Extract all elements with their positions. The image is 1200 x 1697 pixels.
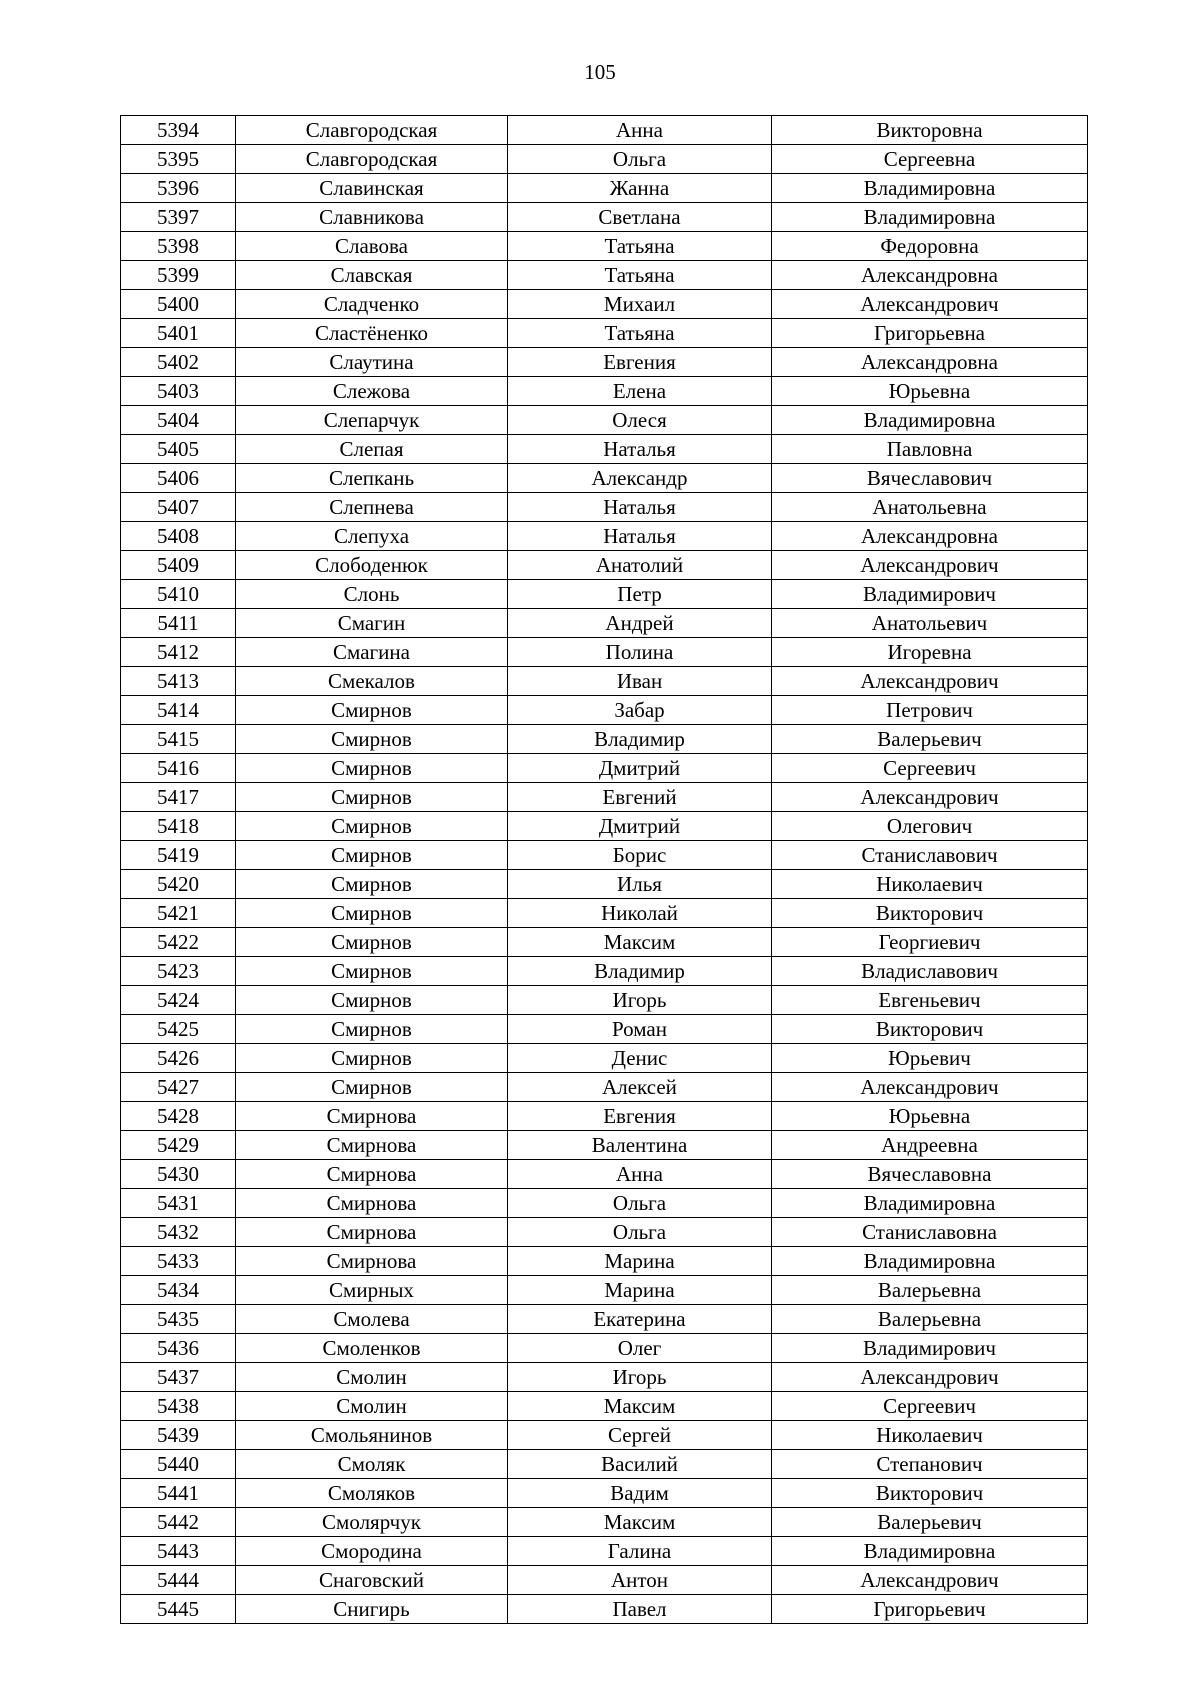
patronymic-cell: Александрович: [772, 1073, 1088, 1102]
surname-cell: Смирнов: [236, 899, 508, 928]
patronymic-cell: Григорьевич: [772, 1595, 1088, 1624]
table-row: [121, 928, 1088, 957]
table-row: [121, 1276, 1088, 1305]
first-name-cell: Илья: [508, 870, 772, 899]
first-name-cell: Елена: [508, 377, 772, 406]
first-name-cell: Максим: [508, 928, 772, 957]
patronymic-cell: Федоровна: [772, 232, 1088, 261]
patronymic-cell: Евгеньевич: [772, 986, 1088, 1015]
patronymic-cell: Станиславович: [772, 841, 1088, 870]
patronymic-cell: Владимировна: [772, 1189, 1088, 1218]
first-name-cell: Сергей: [508, 1421, 772, 1450]
surname-cell: Смоляк: [236, 1450, 508, 1479]
roster-table-body: [121, 116, 1088, 1624]
row-number-cell: 5406: [121, 464, 236, 493]
first-name-cell: Наталья: [508, 522, 772, 551]
surname-cell: Смекалов: [236, 667, 508, 696]
surname-cell: Слепуха: [236, 522, 508, 551]
patronymic-cell: Александрович: [772, 551, 1088, 580]
patronymic-cell: Викторович: [772, 1479, 1088, 1508]
first-name-cell: Павел: [508, 1595, 772, 1624]
table-row: [121, 725, 1088, 754]
row-number-cell: 5412: [121, 638, 236, 667]
table-row: [121, 1073, 1088, 1102]
patronymic-cell: Валерьевна: [772, 1305, 1088, 1334]
patronymic-cell: Александрович: [772, 1566, 1088, 1595]
surname-cell: Смирнова: [236, 1102, 508, 1131]
first-name-cell: Дмитрий: [508, 754, 772, 783]
table-row: [121, 1392, 1088, 1421]
table-row: [121, 1218, 1088, 1247]
row-number-cell: 5443: [121, 1537, 236, 1566]
row-number-cell: 5413: [121, 667, 236, 696]
table-row: [121, 870, 1088, 899]
row-number-cell: 5439: [121, 1421, 236, 1450]
first-name-cell: Ольга: [508, 145, 772, 174]
row-number-cell: 5403: [121, 377, 236, 406]
surname-cell: Смирнова: [236, 1160, 508, 1189]
patronymic-cell: Анатольевна: [772, 493, 1088, 522]
table-row: [121, 232, 1088, 261]
patronymic-cell: Владимирович: [772, 580, 1088, 609]
patronymic-cell: Станиславовна: [772, 1218, 1088, 1247]
roster-table: [120, 115, 1088, 1624]
row-number-cell: 5432: [121, 1218, 236, 1247]
first-name-cell: Максим: [508, 1392, 772, 1421]
first-name-cell: Ольга: [508, 1218, 772, 1247]
table-row: [121, 116, 1088, 145]
patronymic-cell: Владимировна: [772, 1247, 1088, 1276]
first-name-cell: Максим: [508, 1508, 772, 1537]
first-name-cell: Игорь: [508, 1363, 772, 1392]
row-number-cell: 5410: [121, 580, 236, 609]
surname-cell: Слепкань: [236, 464, 508, 493]
patronymic-cell: Викторович: [772, 1015, 1088, 1044]
first-name-cell: Анна: [508, 1160, 772, 1189]
patronymic-cell: Александрович: [772, 783, 1088, 812]
first-name-cell: Ольга: [508, 1189, 772, 1218]
first-name-cell: Наталья: [508, 493, 772, 522]
first-name-cell: Владимир: [508, 957, 772, 986]
surname-cell: Смирнов: [236, 812, 508, 841]
row-number-cell: 5408: [121, 522, 236, 551]
row-number-cell: 5445: [121, 1595, 236, 1624]
surname-cell: Снигирь: [236, 1595, 508, 1624]
surname-cell: Смирнов: [236, 1044, 508, 1073]
first-name-cell: Татьяна: [508, 261, 772, 290]
patronymic-cell: Сергеевич: [772, 1392, 1088, 1421]
surname-cell: Смирнов: [236, 928, 508, 957]
first-name-cell: Роман: [508, 1015, 772, 1044]
row-number-cell: 5418: [121, 812, 236, 841]
row-number-cell: 5438: [121, 1392, 236, 1421]
table-row: [121, 145, 1088, 174]
surname-cell: Смольянинов: [236, 1421, 508, 1450]
row-number-cell: 5401: [121, 319, 236, 348]
first-name-cell: Вадим: [508, 1479, 772, 1508]
row-number-cell: 5441: [121, 1479, 236, 1508]
patronymic-cell: Сергеевич: [772, 754, 1088, 783]
first-name-cell: Дмитрий: [508, 812, 772, 841]
row-number-cell: 5404: [121, 406, 236, 435]
first-name-cell: Василий: [508, 1450, 772, 1479]
first-name-cell: Владимир: [508, 725, 772, 754]
table-row: [121, 1015, 1088, 1044]
row-number-cell: 5400: [121, 290, 236, 319]
table-row: [121, 406, 1088, 435]
table-row: [121, 203, 1088, 232]
patronymic-cell: Валерьевич: [772, 725, 1088, 754]
first-name-cell: Борис: [508, 841, 772, 870]
row-number-cell: 5426: [121, 1044, 236, 1073]
surname-cell: Смирных: [236, 1276, 508, 1305]
patronymic-cell: Валерьевич: [772, 1508, 1088, 1537]
table-row: [121, 1305, 1088, 1334]
row-number-cell: 5440: [121, 1450, 236, 1479]
first-name-cell: Марина: [508, 1247, 772, 1276]
first-name-cell: Олеся: [508, 406, 772, 435]
row-number-cell: 5431: [121, 1189, 236, 1218]
table-row: [121, 1566, 1088, 1595]
table-row: [121, 261, 1088, 290]
surname-cell: Славова: [236, 232, 508, 261]
first-name-cell: Галина: [508, 1537, 772, 1566]
patronymic-cell: Николаевич: [772, 1421, 1088, 1450]
first-name-cell: Николай: [508, 899, 772, 928]
row-number-cell: 5402: [121, 348, 236, 377]
first-name-cell: Антон: [508, 1566, 772, 1595]
first-name-cell: Евгений: [508, 783, 772, 812]
row-number-cell: 5428: [121, 1102, 236, 1131]
table-row: [121, 290, 1088, 319]
surname-cell: Слепнева: [236, 493, 508, 522]
first-name-cell: Игорь: [508, 986, 772, 1015]
first-name-cell: Олег: [508, 1334, 772, 1363]
table-row: [121, 1508, 1088, 1537]
surname-cell: Сладченко: [236, 290, 508, 319]
patronymic-cell: Владимирович: [772, 1334, 1088, 1363]
row-number-cell: 5429: [121, 1131, 236, 1160]
table-row: [121, 783, 1088, 812]
patronymic-cell: Александровна: [772, 522, 1088, 551]
table-row: [121, 957, 1088, 986]
first-name-cell: Полина: [508, 638, 772, 667]
table-row: [121, 1334, 1088, 1363]
row-number-cell: 5435: [121, 1305, 236, 1334]
patronymic-cell: Игоревна: [772, 638, 1088, 667]
first-name-cell: Петр: [508, 580, 772, 609]
first-name-cell: Евгения: [508, 1102, 772, 1131]
surname-cell: Слепая: [236, 435, 508, 464]
patronymic-cell: Юрьевич: [772, 1044, 1088, 1073]
surname-cell: Славская: [236, 261, 508, 290]
row-number-cell: 5419: [121, 841, 236, 870]
surname-cell: Смирнов: [236, 986, 508, 1015]
table-row: [121, 464, 1088, 493]
surname-cell: Сластёненко: [236, 319, 508, 348]
surname-cell: Смирнов: [236, 870, 508, 899]
table-row: [121, 1450, 1088, 1479]
first-name-cell: Наталья: [508, 435, 772, 464]
table-row: [121, 551, 1088, 580]
row-number-cell: 5411: [121, 609, 236, 638]
table-row: [121, 754, 1088, 783]
patronymic-cell: Александрович: [772, 290, 1088, 319]
row-number-cell: 5396: [121, 174, 236, 203]
table-row: [121, 377, 1088, 406]
surname-cell: Смирнов: [236, 957, 508, 986]
surname-cell: Смоляков: [236, 1479, 508, 1508]
row-number-cell: 5424: [121, 986, 236, 1015]
table-row: [121, 1189, 1088, 1218]
table-row: [121, 319, 1088, 348]
surname-cell: Смирнова: [236, 1247, 508, 1276]
table-row: [121, 1247, 1088, 1276]
patronymic-cell: Сергеевна: [772, 145, 1088, 174]
patronymic-cell: Владимировна: [772, 1537, 1088, 1566]
table-row: [121, 1363, 1088, 1392]
first-name-cell: Алексей: [508, 1073, 772, 1102]
row-number-cell: 5398: [121, 232, 236, 261]
table-row: [121, 609, 1088, 638]
patronymic-cell: Степанович: [772, 1450, 1088, 1479]
patronymic-cell: Петрович: [772, 696, 1088, 725]
surname-cell: Слепарчук: [236, 406, 508, 435]
surname-cell: Смолярчук: [236, 1508, 508, 1537]
table-row: [121, 812, 1088, 841]
row-number-cell: 5423: [121, 957, 236, 986]
surname-cell: Смирнов: [236, 725, 508, 754]
patronymic-cell: Юрьевна: [772, 1102, 1088, 1131]
row-number-cell: 5399: [121, 261, 236, 290]
patronymic-cell: Андреевна: [772, 1131, 1088, 1160]
table-row: [121, 899, 1088, 928]
row-number-cell: 5417: [121, 783, 236, 812]
row-number-cell: 5436: [121, 1334, 236, 1363]
table-row: [121, 1131, 1088, 1160]
patronymic-cell: Александрович: [772, 667, 1088, 696]
row-number-cell: 5434: [121, 1276, 236, 1305]
surname-cell: Слонь: [236, 580, 508, 609]
patronymic-cell: Александрович: [772, 1363, 1088, 1392]
surname-cell: Смирнов: [236, 1073, 508, 1102]
table-row: [121, 696, 1088, 725]
table-row: [121, 1102, 1088, 1131]
surname-cell: Смирнов: [236, 783, 508, 812]
row-number-cell: 5407: [121, 493, 236, 522]
surname-cell: Славгородская: [236, 116, 508, 145]
surname-cell: Снаговский: [236, 1566, 508, 1595]
first-name-cell: Татьяна: [508, 232, 772, 261]
first-name-cell: Анна: [508, 116, 772, 145]
first-name-cell: Андрей: [508, 609, 772, 638]
surname-cell: Слободенюк: [236, 551, 508, 580]
patronymic-cell: Владимировна: [772, 174, 1088, 203]
patronymic-cell: Валерьевна: [772, 1276, 1088, 1305]
surname-cell: Смолин: [236, 1363, 508, 1392]
row-number-cell: 5395: [121, 145, 236, 174]
table-row: [121, 841, 1088, 870]
patronymic-cell: Александровна: [772, 261, 1088, 290]
patronymic-cell: Владимировна: [772, 406, 1088, 435]
surname-cell: Славгородская: [236, 145, 508, 174]
row-number-cell: 5409: [121, 551, 236, 580]
table-row: [121, 1537, 1088, 1566]
table-row: [121, 1421, 1088, 1450]
patronymic-cell: Владимировна: [772, 203, 1088, 232]
first-name-cell: Александр: [508, 464, 772, 493]
surname-cell: Смагин: [236, 609, 508, 638]
surname-cell: Смирнов: [236, 841, 508, 870]
first-name-cell: Евгения: [508, 348, 772, 377]
patronymic-cell: Владиславович: [772, 957, 1088, 986]
table-row: [121, 1044, 1088, 1073]
table-row: [121, 1595, 1088, 1624]
surname-cell: Смирнов: [236, 696, 508, 725]
row-number-cell: 5444: [121, 1566, 236, 1595]
patronymic-cell: Анатольевич: [772, 609, 1088, 638]
table-row: [121, 580, 1088, 609]
first-name-cell: Иван: [508, 667, 772, 696]
row-number-cell: 5405: [121, 435, 236, 464]
row-number-cell: 5414: [121, 696, 236, 725]
row-number-cell: 5433: [121, 1247, 236, 1276]
table-row: [121, 174, 1088, 203]
surname-cell: Смирнов: [236, 1015, 508, 1044]
first-name-cell: Забар: [508, 696, 772, 725]
row-number-cell: 5422: [121, 928, 236, 957]
patronymic-cell: Павловна: [772, 435, 1088, 464]
table-row: [121, 493, 1088, 522]
row-number-cell: 5416: [121, 754, 236, 783]
table-row: [121, 348, 1088, 377]
surname-cell: Смирнов: [236, 754, 508, 783]
surname-cell: Славникова: [236, 203, 508, 232]
patronymic-cell: Вячеславовна: [772, 1160, 1088, 1189]
row-number-cell: 5420: [121, 870, 236, 899]
surname-cell: Смирнова: [236, 1189, 508, 1218]
patronymic-cell: Григорьевна: [772, 319, 1088, 348]
row-number-cell: 5437: [121, 1363, 236, 1392]
first-name-cell: Анатолий: [508, 551, 772, 580]
first-name-cell: Екатерина: [508, 1305, 772, 1334]
row-number-cell: 5415: [121, 725, 236, 754]
first-name-cell: Валентина: [508, 1131, 772, 1160]
patronymic-cell: Георгиевич: [772, 928, 1088, 957]
first-name-cell: Светлана: [508, 203, 772, 232]
first-name-cell: Михаил: [508, 290, 772, 319]
first-name-cell: Денис: [508, 1044, 772, 1073]
surname-cell: Смирнова: [236, 1218, 508, 1247]
surname-cell: Смирнова: [236, 1131, 508, 1160]
patronymic-cell: Викторовна: [772, 116, 1088, 145]
surname-cell: Смолева: [236, 1305, 508, 1334]
patronymic-cell: Николаевич: [772, 870, 1088, 899]
surname-cell: Славинская: [236, 174, 508, 203]
surname-cell: Смагина: [236, 638, 508, 667]
surname-cell: Слежова: [236, 377, 508, 406]
surname-cell: Смолин: [236, 1392, 508, 1421]
surname-cell: Смородина: [236, 1537, 508, 1566]
patronymic-cell: Викторович: [772, 899, 1088, 928]
table-row: [121, 667, 1088, 696]
surname-cell: Смоленков: [236, 1334, 508, 1363]
row-number-cell: 5427: [121, 1073, 236, 1102]
table-row: [121, 435, 1088, 464]
table-row: [121, 1160, 1088, 1189]
patronymic-cell: Вячеславович: [772, 464, 1088, 493]
table-row: [121, 1479, 1088, 1508]
row-number-cell: 5397: [121, 203, 236, 232]
patronymic-cell: Олегович: [772, 812, 1088, 841]
table-row: [121, 522, 1088, 551]
first-name-cell: Марина: [508, 1276, 772, 1305]
row-number-cell: 5430: [121, 1160, 236, 1189]
patronymic-cell: Александровна: [772, 348, 1088, 377]
first-name-cell: Жанна: [508, 174, 772, 203]
row-number-cell: 5421: [121, 899, 236, 928]
surname-cell: Слаутина: [236, 348, 508, 377]
patronymic-cell: Юрьевна: [772, 377, 1088, 406]
row-number-cell: 5394: [121, 116, 236, 145]
table-row: [121, 986, 1088, 1015]
table-row: [121, 638, 1088, 667]
first-name-cell: Татьяна: [508, 319, 772, 348]
row-number-cell: 5442: [121, 1508, 236, 1537]
page-number: 105: [584, 60, 616, 84]
row-number-cell: 5425: [121, 1015, 236, 1044]
